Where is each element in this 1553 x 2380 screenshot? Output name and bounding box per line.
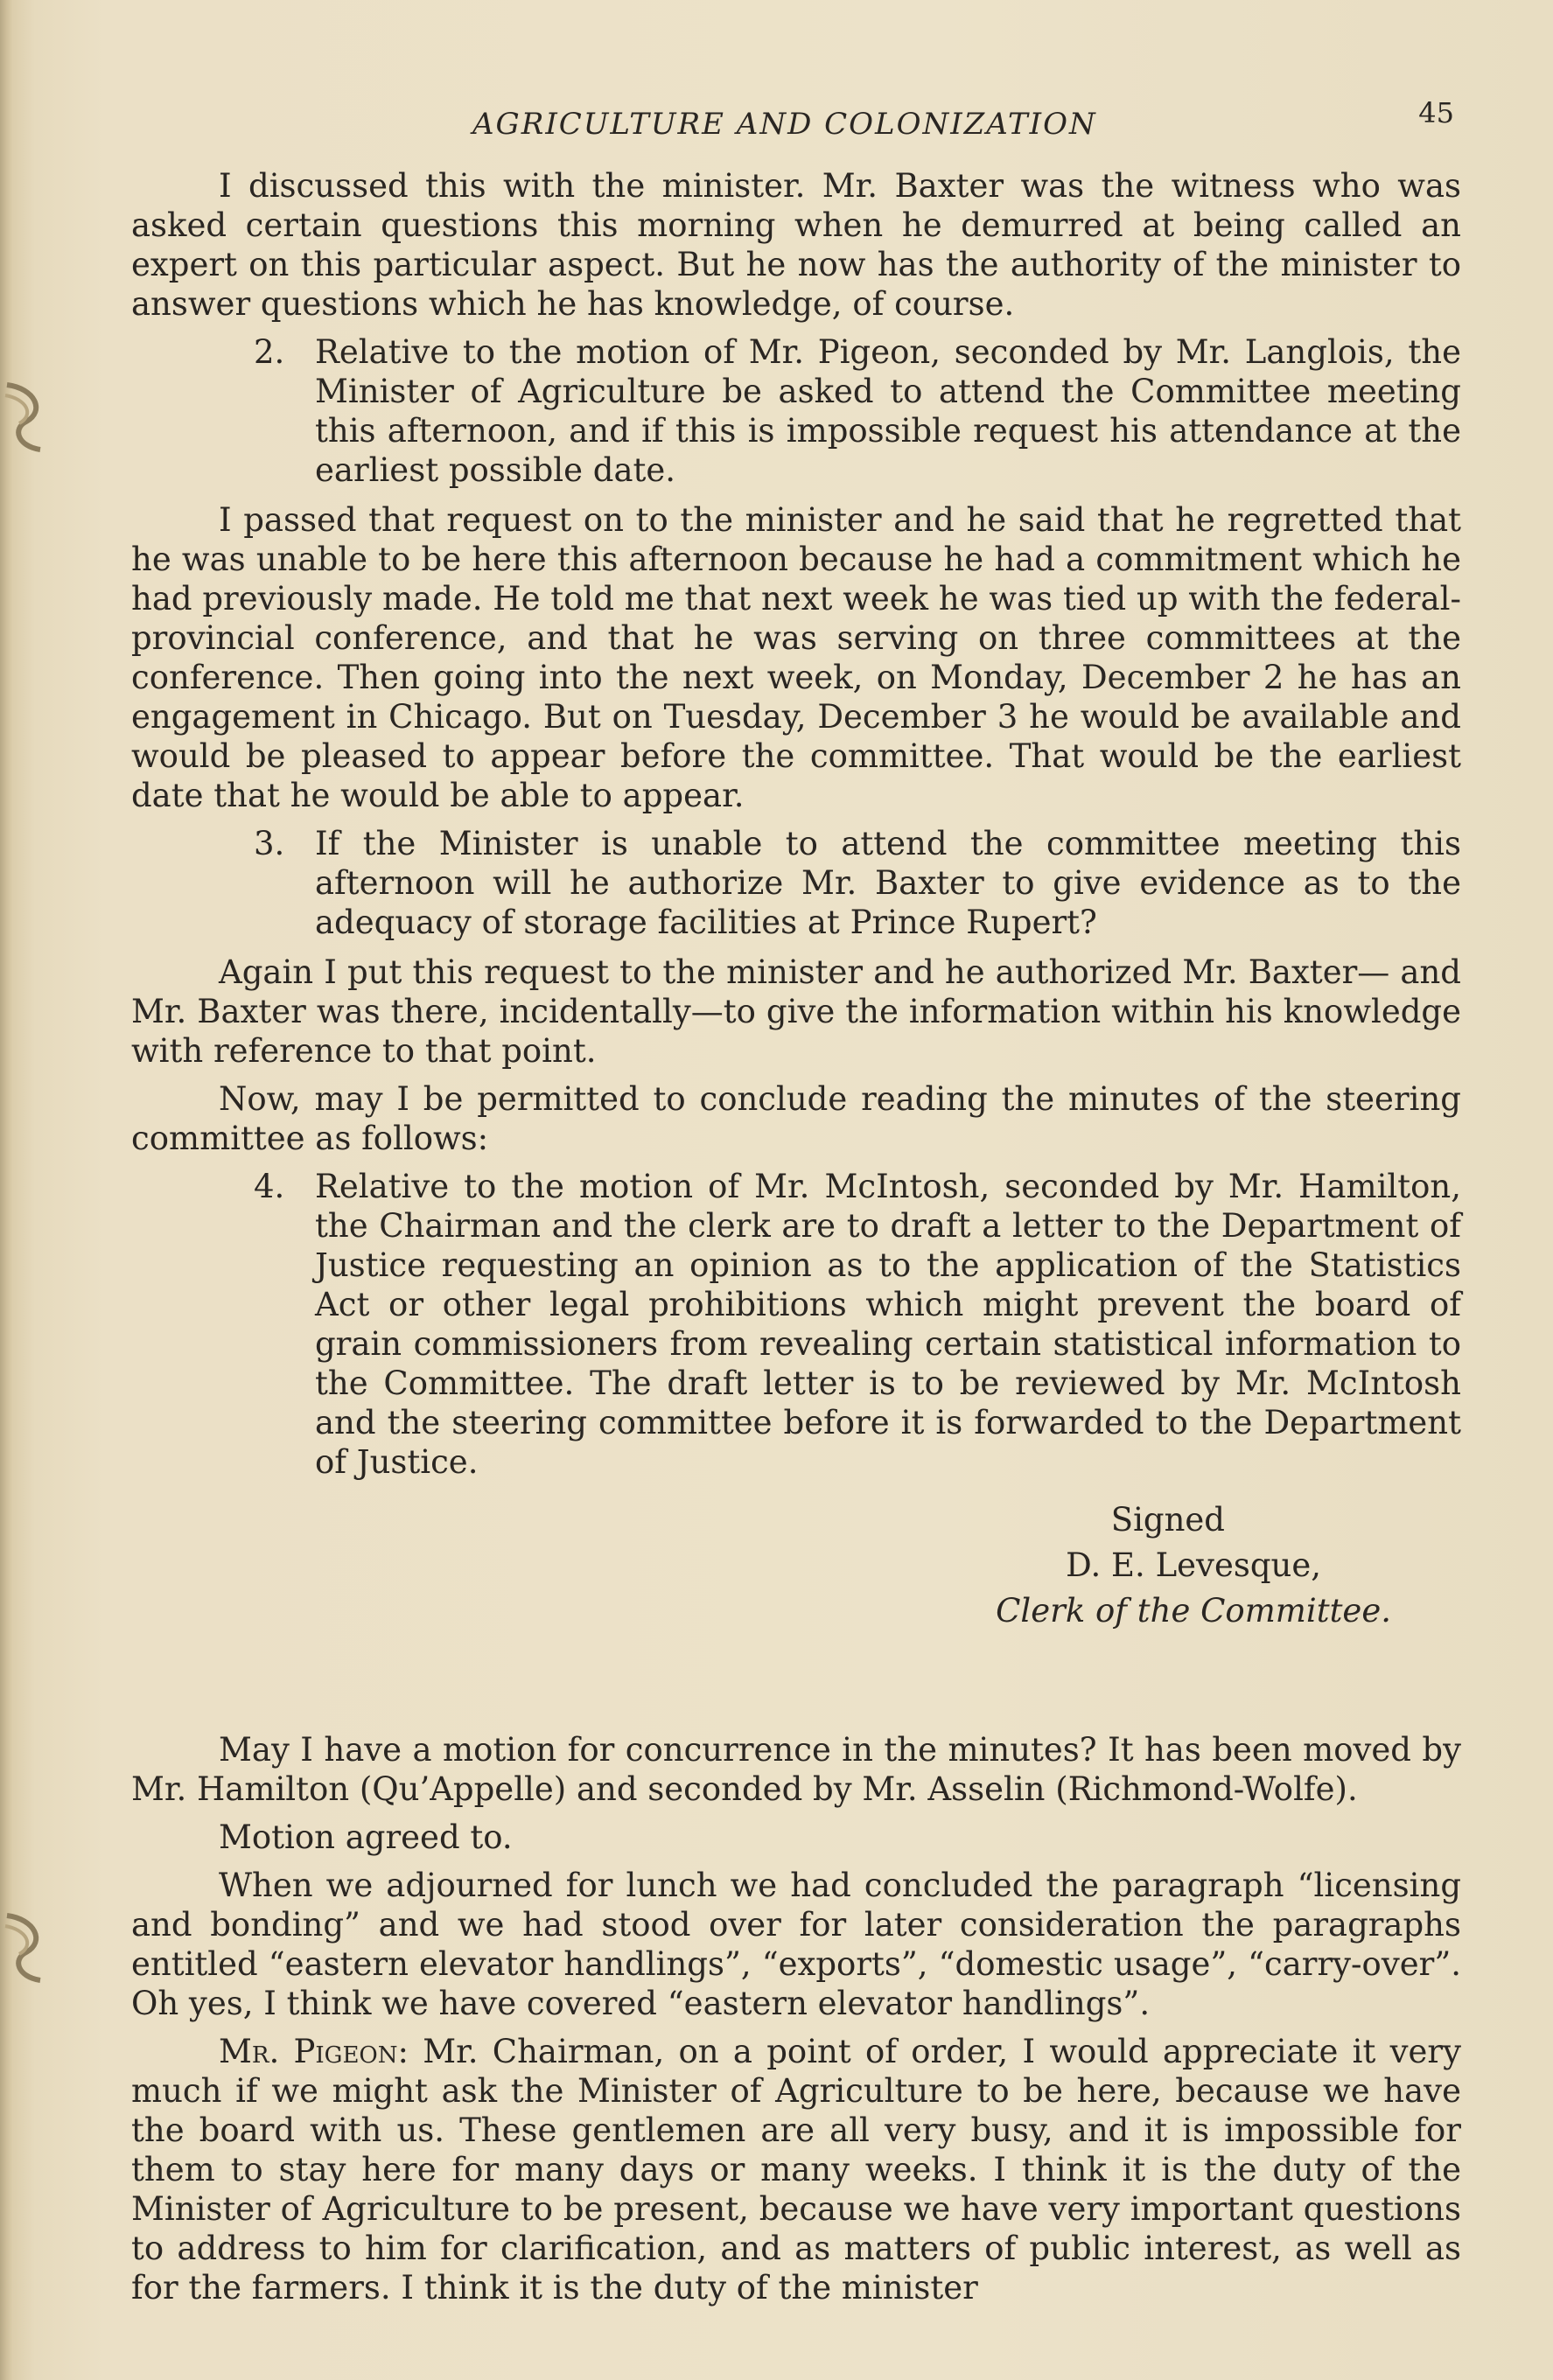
paragraph: Again I put this request to the minister and he authorized Mr. Baxter— and Mr. Baxter was there, incidentally—to give the information within his knowledge with reference to that point.: [131, 953, 1461, 1070]
list-item: [131, 332, 1461, 490]
item-text: Relative to the motion of Mr. Pigeon, seconded by Mr. Langlois, the Minister of Agriculture be asked to attend the Committee meeting this afternoon, and if this is impossible request his attendance at the earliest possible date.: [315, 333, 1461, 489]
item-number: 3.: [254, 825, 285, 862]
signed-label: Signed: [1110, 1501, 1225, 1539]
paragraph: [131, 2032, 1461, 2307]
speech-text: Mr. Chairman, on a point of order, I would appreciate it very much if we might ask the Minister of Agriculture to be here, because we have the board with us. These gentlemen are all very busy, and it is impossible for them to stay here for many days or many weeks. I think it is the duty of the Minister of Agriculture to be present, because we have very important questions to address to him for clarification, and as matters of public interest, as well as for the farmers. I think it is the duty of the minister: [131, 2033, 1461, 2307]
document-body: [131, 166, 1461, 2316]
page-number: 45: [1418, 96, 1454, 129]
signer-name: D. E. Levesque,: [1066, 1546, 1321, 1584]
paragraph: I passed that request on to the minister and he said that he regretted that he was unable to be here this afternoon because he had a commitment which he had previously made. He told me that next week he was tied up with the federal-provincial conference, and that he was serving on three committees at the conference. Then going into the next week, on Monday, December 2 he has an engagement in Chicago. But on Tuesday, December 3 he would be available and would be pleased to appear before the committee. That would be the earliest date that he would be able to appear.: [131, 501, 1461, 814]
signature-block: [131, 1497, 1461, 1634]
item-text: Relative to the motion of Mr. McIntosh, seconded by Mr. Hamilton, the Chairman and the clerk are to draft a letter to the Department of Justice requesting an opinion as to the application of the Statistics Act or other legal prohibitions which might prevent the board of grain commissioners from revealing certain statistical information to the Committee. The draft letter is to be reviewed by Mr. McIntosh and the steering committee before it is forwarded to the Department of Justice.: [315, 1168, 1461, 1481]
running-head: AGRICULTURE AND COLONIZATION: [472, 107, 1097, 142]
binding-clip-icon: [0, 376, 52, 455]
item-number: 4.: [254, 1168, 285, 1205]
paragraph: When we adjourned for lunch we had concluded the paragraph “licensing and bonding” and we had stood over for later consideration the paragraphs entitled “eastern elevator handlings”, “exports”, “domestic usage”, “carry-over”. Oh yes, I think we have covered “eastern elevator handlings”.: [131, 1867, 1461, 2022]
paragraph: May I have a motion for concurrence in the minutes? It has been moved by Mr. Hamilton (Qu’Appelle) and seconded by Mr. Asselin (Richmond-Wolfe).: [131, 1731, 1461, 1808]
page-binding-edge: [0, 0, 12, 2380]
item-number: 2.: [254, 333, 285, 371]
item-text: If the Minister is unable to attend the committee meeting this afternoon will he authorize Mr. Baxter to give evidence as to the adequacy of storage facilities at Prince Rupert?: [315, 825, 1461, 941]
paragraph: Now, may I be permitted to conclude reading the minutes of the steering committee as follows:: [131, 1080, 1461, 1157]
binding-clip-icon: [0, 1907, 52, 1986]
speaker-name: Mr. Pigeon:: [219, 2033, 409, 2070]
page-header: [131, 96, 1461, 149]
paragraph: Motion agreed to.: [219, 1818, 513, 1856]
signer-title: Clerk of the Committee.: [996, 1592, 1391, 1630]
list-item: [131, 1167, 1461, 1482]
list-item: [131, 824, 1461, 942]
paragraph: I discussed this with the minister. Mr. Baxter was the witness who was asked certain questions this morning when he demurred at being called an expert on this particular aspect. But he now has the authority of the minister to answer questions which he has knowledge, of course.: [131, 167, 1461, 323]
